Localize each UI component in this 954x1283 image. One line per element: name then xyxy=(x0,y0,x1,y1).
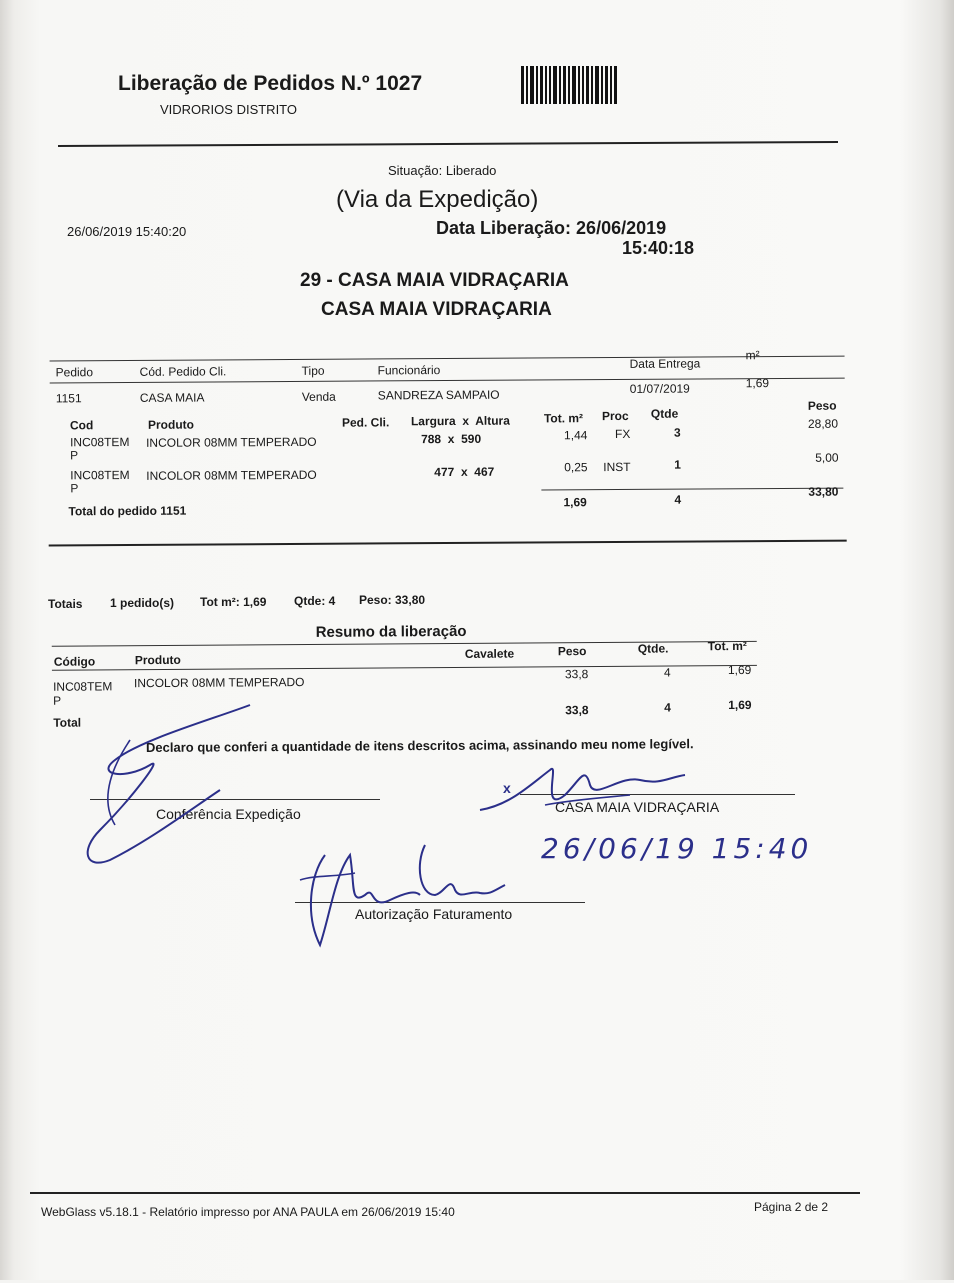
summary-title: Resumo da liberação xyxy=(315,622,467,641)
summary-row-cod: INC08TEM P xyxy=(52,679,113,708)
item-row-2-dim: 477 x 467 xyxy=(434,464,495,480)
col-pedido: Pedido xyxy=(55,365,94,380)
conferencia-signature xyxy=(70,700,280,880)
totals-m2: Tot m²: 1,69 xyxy=(200,595,267,609)
col-data-entrega: Data Entrega xyxy=(629,356,701,371)
item-row-2-qtde: 1 xyxy=(674,457,681,472)
release-date: Data Liberação: 26/06/2019 xyxy=(436,218,667,238)
summary-row-produto: INCOLOR 08MM TEMPERADO xyxy=(133,675,305,691)
item-col-ped-cli: Ped. Cli. xyxy=(341,415,390,430)
item-col-tot-m2: Tot. m² xyxy=(543,411,584,426)
item-row-1-tot-m2: 1,44 xyxy=(563,428,588,443)
summary-col-codigo: Código xyxy=(53,654,96,669)
via-label: (Via da Expedição) xyxy=(336,186,539,213)
item-col-cod: Cod xyxy=(69,418,94,433)
summary-col-tot-m2: Tot. m² xyxy=(707,638,747,654)
summary-col-produto: Produto xyxy=(134,652,181,668)
totals-label: Totais xyxy=(48,597,83,611)
x-mark: x xyxy=(503,780,511,796)
item-row-2-peso: 5,00 xyxy=(815,450,839,465)
value-tipo: Venda xyxy=(301,389,336,404)
item-col-produto: Produto xyxy=(147,417,195,432)
value-funcionario: SANDREZA SAMPAIO xyxy=(377,387,500,403)
item-col-proc: Proc xyxy=(601,408,629,424)
totals-pedidos: 1 pedido(s) xyxy=(110,596,175,610)
item-col-qtde: Qtde xyxy=(650,406,679,421)
print-timestamp: 26/06/2019 15:40:20 xyxy=(67,224,187,239)
value-pedido: 1151 xyxy=(55,391,82,406)
declaration-text: Declaro que conferi a quantidade de itens descritos acima, assinando meu nome legível. xyxy=(145,736,694,755)
item-row-1-peso: 28,80 xyxy=(807,416,839,431)
item-row-1-produto: INCOLOR 08MM TEMPERADO xyxy=(146,434,317,450)
item-col-peso: Peso xyxy=(807,398,837,413)
client-name-line2: CASA MAIA VIDRAÇARIA xyxy=(321,299,552,320)
autorizacao-signature xyxy=(295,835,525,955)
order-total-m2: 1,69 xyxy=(563,495,587,510)
situation-label: Situação: Liberado xyxy=(388,163,497,178)
col-tipo: Tipo xyxy=(301,363,325,378)
col-m2: m² xyxy=(745,348,760,363)
item-row-1-qtde: 3 xyxy=(673,425,681,440)
autorizacao-label: Autorização Faturamento xyxy=(355,906,513,922)
order-total-qtde: 4 xyxy=(674,492,682,507)
summary-row-peso: 33,8 xyxy=(564,667,589,682)
client-name-line1: 29 - CASA MAIA VIDRAÇARIA xyxy=(300,270,569,291)
item-row-1-cod: INC08TEM P xyxy=(70,434,130,463)
order-total-peso: 33,80 xyxy=(808,484,839,499)
value-data-entrega: 01/07/2019 xyxy=(629,381,690,396)
document-title: Liberação de Pedidos N.º 1027 xyxy=(118,72,423,95)
value-cod-pedido: CASA MAIA xyxy=(139,390,205,405)
item-row-1-dim: 788 x 590 xyxy=(421,431,482,447)
col-funcionario: Funcionário xyxy=(377,363,441,378)
order-total-label: Total do pedido 1151 xyxy=(68,503,187,519)
summary-col-cavalete: Cavalete xyxy=(464,646,515,661)
summary-total-peso: 33,8 xyxy=(565,703,589,718)
summary-total-m2: 1,69 xyxy=(728,697,752,713)
totals-peso: Peso: 33,80 xyxy=(359,593,426,607)
col-cod-pedido: Cód. Pedido Cli. xyxy=(139,364,227,379)
summary-total-label: Total xyxy=(53,715,82,730)
client-signature-label: CASA MAIA VIDRAÇARIA xyxy=(555,799,720,815)
totals-qtde: Qtde: 4 xyxy=(294,594,336,608)
item-row-2-tot-m2: 0,25 xyxy=(564,460,588,475)
footer-rule xyxy=(30,1192,860,1194)
company-name: VIDRORIOS DISTRITO xyxy=(160,102,297,117)
release-time: 15:40:18 xyxy=(622,238,695,258)
item-row-2-produto: INCOLOR 08MM TEMPERADO xyxy=(146,467,317,483)
footer-page-number: Página 2 de 2 xyxy=(754,1200,829,1214)
item-row-1-proc: FX xyxy=(614,426,631,441)
item-row-2-cod: INC08TEM P xyxy=(70,467,130,496)
item-row-2-proc: INST xyxy=(603,459,631,475)
conferencia-label: Conferência Expedição xyxy=(156,806,301,822)
handwritten-date: 26/06/19 15:40 xyxy=(541,832,813,865)
summary-col-qtde: Qtde. xyxy=(637,641,669,656)
summary-row-tot-m2: 1,69 xyxy=(727,662,752,678)
summary-row-qtde: 4 xyxy=(663,665,671,680)
footer-printed-by: WebGlass v5.18.1 - Relatório impresso por ANA PAULA em 26/06/2019 15:40 xyxy=(41,1205,455,1219)
summary-col-peso: Peso xyxy=(557,644,587,659)
summary-total-qtde: 4 xyxy=(664,700,671,715)
client-signature xyxy=(470,755,700,825)
value-m2: 1,69 xyxy=(745,376,770,391)
item-col-largura-altura: Largura x Altura xyxy=(410,413,510,429)
